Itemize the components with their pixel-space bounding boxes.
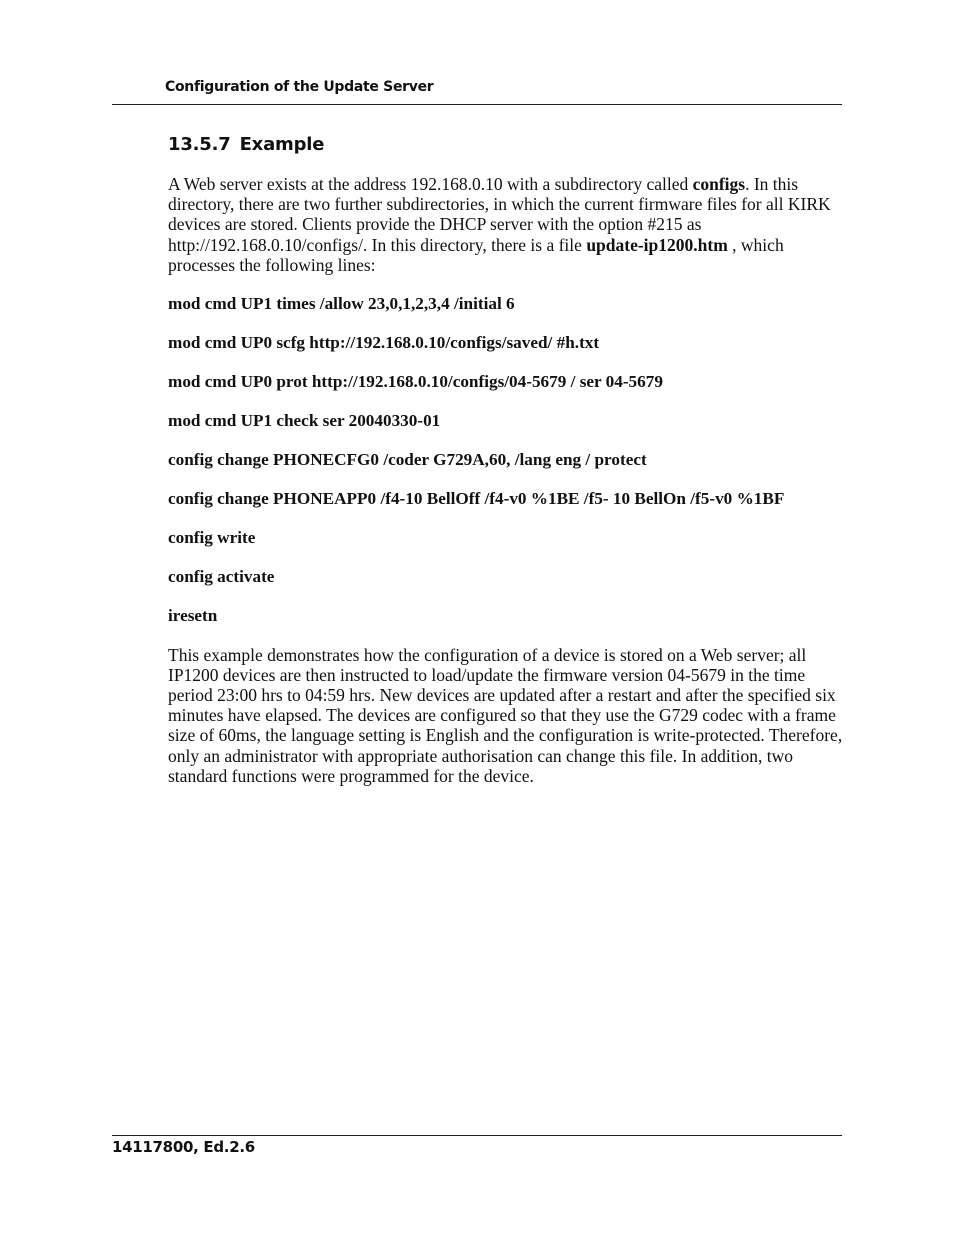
command-line: config write xyxy=(168,527,256,547)
command-line: mod cmd UP1 check ser 20040330-01 xyxy=(168,410,441,430)
intro-text-2: . In this directory, there are two further subdirectories, in which the current firmware files for all KIRK devices are stored. Clients provide the DHCP server with the option #215 as http://192.168.0.10/configs/. In this directory, there is a file xyxy=(168,174,831,255)
document-id: 14117800, Ed.2.6 xyxy=(112,1138,255,1156)
intro-paragraph xyxy=(168,174,844,275)
intro-text-1: A Web server exists at the address 192.168.0.10 with a subdirectory called xyxy=(168,174,693,194)
command-line: mod cmd UP0 scfg http://192.168.0.10/configs/saved/ #h.txt xyxy=(168,332,600,352)
header-divider xyxy=(112,104,842,105)
page-content xyxy=(168,174,844,786)
configs-directory-name: configs xyxy=(692,174,746,194)
command-line: config change PHONEAPP0 /f4-10 BellOff /f4-v0 %1BE /f5- 10 BellOn /f5-v0 %1BF xyxy=(168,488,785,508)
section-heading xyxy=(168,134,324,155)
command-line: mod cmd UP1 times /allow 23,0,1,2,3,4 /initial 6 xyxy=(168,293,515,313)
command-line: config change PHONECFG0 /coder G729A,60, /lang eng / protect xyxy=(168,449,647,469)
section-number: 13.5.7 xyxy=(168,134,231,155)
running-header: Configuration of the Update Server xyxy=(165,79,434,95)
explanation-paragraph: This example demonstrates how the configuration of a device is stored on a Web server; all IP1200 devices are then instructed to load/update the firmware version 04-5679 in the time period 23:00 hrs to 04:59 hrs. New devices are updated after a restart and after the specified six minutes have elapsed. The devices are configured so that they use the G729 codec with a frame size of 60ms, the language setting is English and the configuration is write-protected. Therefore, only an administrator with appropriate authorisation can change this file. In addition, two standard functions were programmed for the device. xyxy=(168,644,843,786)
command-line: mod cmd UP0 prot http://192.168.0.10/configs/04-5679 / ser 04-5679 xyxy=(168,371,663,391)
intro-text-3: , which processes the following lines: xyxy=(168,234,784,275)
update-file-name: update-ip1200.htm xyxy=(586,234,728,255)
footer-divider xyxy=(112,1135,842,1136)
command-line: iresetn xyxy=(168,605,218,625)
command-line: config activate xyxy=(168,566,275,586)
section-title: Example xyxy=(239,134,325,155)
